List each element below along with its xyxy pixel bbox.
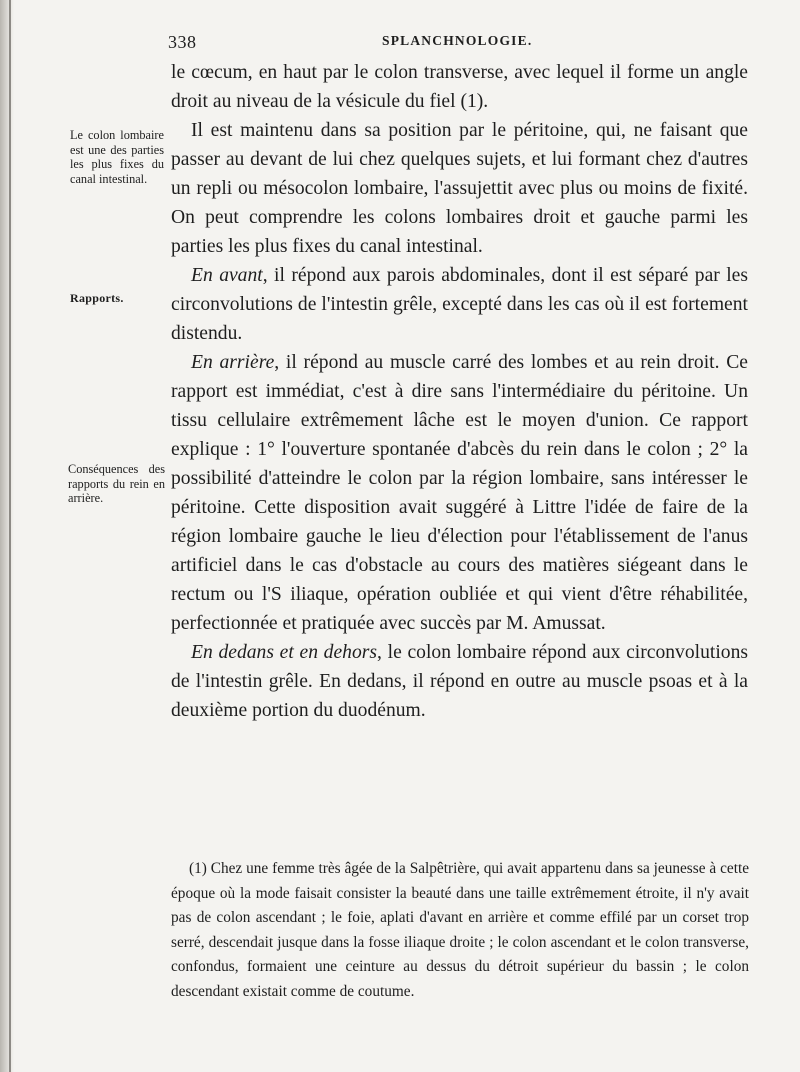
paragraph-2: Il est maintenu dans sa position par le péritoine, qui, ne faisant que passer au devant de lui chez quelques sujets, et lui formant chez d'autres un repli ou mésocolon lombaire, l'assujettit avec plus ou moins de fixité. On peut comprendre les colons lombaires droit et gauche parmi les parties les plus fixes du canal intestinal. xyxy=(171,120,748,257)
paragraph-4-lead: En arrière xyxy=(191,352,275,373)
paragraph-3-text: , il répond aux parois abdominales, dont il est séparé par les circonvolutions de l'intestin grêle, excepté dans les cas où il est fortement distendu. xyxy=(171,265,748,344)
binding-rule xyxy=(9,0,11,1072)
paragraph-1: le cœcum, en haut par le colon transverse, avec lequel il forme un angle droit au niveau de la vésicule du fiel (1). xyxy=(171,62,748,112)
margin-note-rapports: Rapports. xyxy=(70,291,124,305)
paragraph-5 xyxy=(171,638,748,725)
running-head: SPLANCHNOLOGIE. xyxy=(382,33,533,48)
page-number: 338 xyxy=(168,32,197,52)
footnote xyxy=(171,857,749,1005)
binding-shadow xyxy=(0,0,14,1072)
paragraph-5-lead: En dedans et en dehors xyxy=(191,642,378,663)
footnote-text: (1) Chez une femme très âgée de la Salpêtrière, qui avait appartenu dans sa jeunesse à cette époque où la mode faisait consister la beauté dans une taille extrêmement étroite, il n'y avait pas de colon ascendant ; le foie, aplati d'avant en arrière et comme effilé par un corset trop serré, descendait jusque dans la fosse iliaque droite ; le colon ascendant et le colon transverse, confondus, formaient une ceinture au dessus du détroit supérieur du bassin ; le colon descendant existait comme de coutume. xyxy=(171,860,749,1000)
paragraph-4 xyxy=(171,348,748,638)
paragraph-4-text: , il répond au muscle carré des lombes et au rein droit. Ce rapport est immédiat, c'est à dire sans l'intermédiaire du péritoine. Un tissu cellulaire extrêmement lâche est le moyen d'union. Ce rapport explique : 1° l'ouverture spontanée d'abcès du rein dans le colon ; 2° la possibilité d'atteindre le colon par la région lombaire, sans intéresser le péritoine. Cette disposition avait suggéré à Littre l'idée de faire de la région lombaire gauche le lieu d'élection pour l'établissement de l'anus artificiel dans le cas d'obstacle au cours des matières siégeant dans le rectum ou l'S iliaque, opération oubliée et qui vient d'être réhabilitée, perfectionnée et pratiquée avec succès par M. Amussat. xyxy=(171,352,748,634)
paragraph-5-text: , le colon lombaire répond aux circonvolutions de l'intestin grêle. En dedans, il répond en outre au muscle psoas et à la deuxième portion du duodénum. xyxy=(171,642,748,721)
paragraph-3 xyxy=(171,261,748,348)
margin-note-fixity: Le colon lombaire est une des parties les plus fixes du canal intestinal. xyxy=(70,128,164,186)
main-text xyxy=(171,58,748,725)
paragraph-3-lead: En avant xyxy=(191,265,263,286)
margin-note-consequences: Conséquences des rapports du rein en arrière. xyxy=(68,462,165,505)
